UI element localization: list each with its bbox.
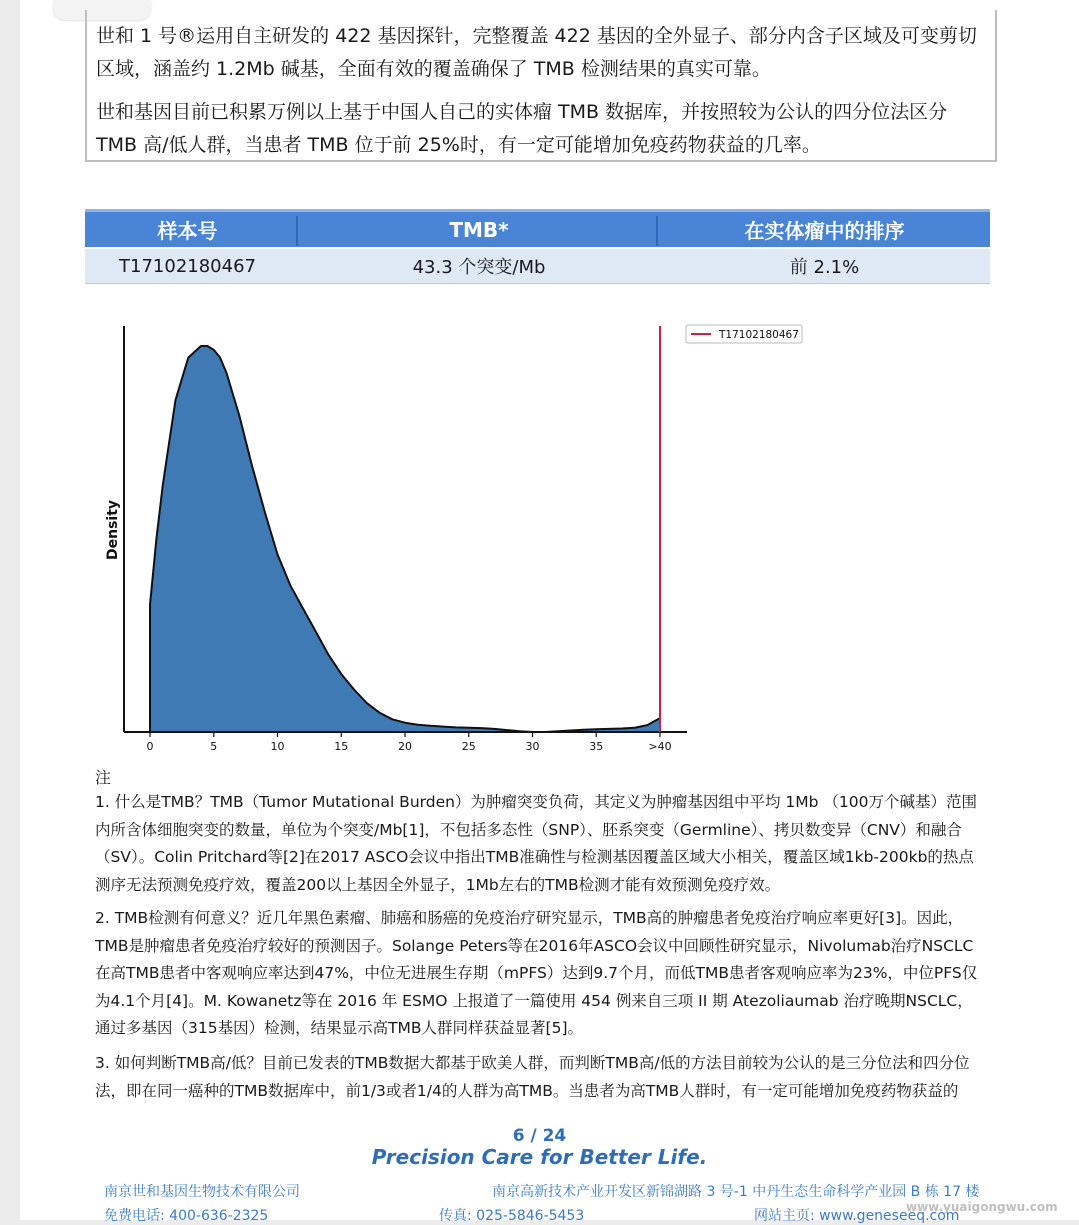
footer-slogan: Precision Care for Better Life. xyxy=(371,1145,708,1169)
x-tick-label: 5 xyxy=(210,740,218,753)
x-tick-label: 25 xyxy=(461,740,476,753)
column-divider xyxy=(656,216,658,246)
cell-rank: 前 2.1% xyxy=(789,257,860,278)
x-tick-label: >40 xyxy=(648,740,672,753)
x-tick-label: 15 xyxy=(334,740,349,753)
x-tick-label: 30 xyxy=(525,740,540,753)
legend-label: T17102180467 xyxy=(719,329,799,341)
cell-tmb-value: 43.3 个突变/Mb xyxy=(412,257,546,278)
intro-paragraph-2: 世和基因目前已积累万例以上基于中国人自己的实体瘤 TMB 数据库，并按照较为公认的四分位法区分 TMB 高/低人群，当患者 TMB 位于前 25%时，有一定可能增加免疫药物获益的几率。 xyxy=(96,101,948,156)
x-tick-label: 20 xyxy=(398,740,412,753)
header-sample-id: 样本号 xyxy=(157,219,218,243)
note-1: 1. 什么是TMB？TMB（Tumor Mutational Burden）为肿瘤突变负荷，其定义为肿瘤基因组中平均 1Mb （100万个碱基）范围内所含体细胞突变的数量，单位为个突变/Mb[1]，不包括多态性（SNP）、胚系突变（Germline）、拷贝数变异（CNV）和融合（SV）。Colin Pritchard等[2]在2017 ASCO会议中指出TMB准确性与检测基因覆盖区域大小相关，覆盖区域1kb-200kb的热点测序无法预测免疫疗效，覆盖200以上基因全外显子，1Mb左右的TMB检测才能有效预测免疫疗效。 xyxy=(95,793,977,894)
page-number: 6 / 24 xyxy=(512,1126,567,1146)
column-divider xyxy=(296,216,298,246)
tmb-table-row xyxy=(85,249,990,284)
notes-label: 注 xyxy=(95,768,112,787)
x-tick-label: 0 xyxy=(146,740,154,753)
footer-hotline: 免费电话: 400-636-2325 xyxy=(104,1208,269,1224)
footer-fax: 传真: 025-5846-5453 xyxy=(439,1208,585,1224)
density-area xyxy=(150,346,660,732)
footer-company: 南京世和基因生物技术有限公司 xyxy=(104,1184,300,1200)
watermark-text: www.yuaigongwu.com xyxy=(906,1200,1058,1214)
x-tick-label: 10 xyxy=(270,740,285,753)
note-2: 2. TMB检测有何意义？近几年黑色素瘤、肺癌和肠癌的免疫治疗研究显示，TMB高的肿瘤患者免疫治疗响应率更好[3]。因此，TMB是肿瘤患者免疫治疗较好的预测因子。Solange Peters等在2016年ASCO会议中回顾性研究显示，Nivolumab治疗NSCLC在高TMB患者中客观响应率达到47%，中位无进展生存期（mPFS）达到9.7个月，而低TMB患者客观响应率为23%，中位PFS仅为4.1个月[4]。M. Kowanetz等在 2016 年 ESMO 上报道了一篇使用 454 例来自三项 II 期 Atezoliaumab 治疗晚期NSCLC，通过多基因（315基因）检测，结果显示高TMB人群同样获益显著[5]。 xyxy=(95,909,978,1037)
tmb-table-header xyxy=(85,209,990,247)
tmb-density-chart xyxy=(100,318,810,758)
header-tmb: TMB* xyxy=(449,217,509,242)
footer-address: 南京高新技术产业开发区新锦湖路 3 号-1 中丹生态生命科学产业园 B 栋 17 楼 xyxy=(492,1184,980,1200)
footer-website[interactable]: 网站主页: www.geneseeq.com xyxy=(754,1208,960,1224)
note-3: 3. 如何判断TMB高/低？目前已发表的TMB数据大都基于欧美人群，而判断TMB高/低的方法目前较为公认的是三分位法和四分位法，即在同一癌种的TMB数据库中，前1/3或者1/4的人群为高TMB。当患者为高TMB人群时，有一定可能增加免疫药物获益的 xyxy=(95,1054,970,1100)
header-rank: 在实体瘤中的排序 xyxy=(744,219,905,243)
y-axis-label: Density xyxy=(105,499,121,561)
intro-paragraph-1: 世和 1 号®运用自主研发的 422 基因探针，完整覆盖 422 基因的全外显子、部分内含子区域及可变剪切区域，涵盖约 1.2Mb 碱基，全面有效的覆盖确保了 TMB 检测结果的真实可靠。 xyxy=(96,25,977,80)
cell-sample-id: T17102180467 xyxy=(119,255,256,277)
x-tick-label: 35 xyxy=(589,740,604,753)
